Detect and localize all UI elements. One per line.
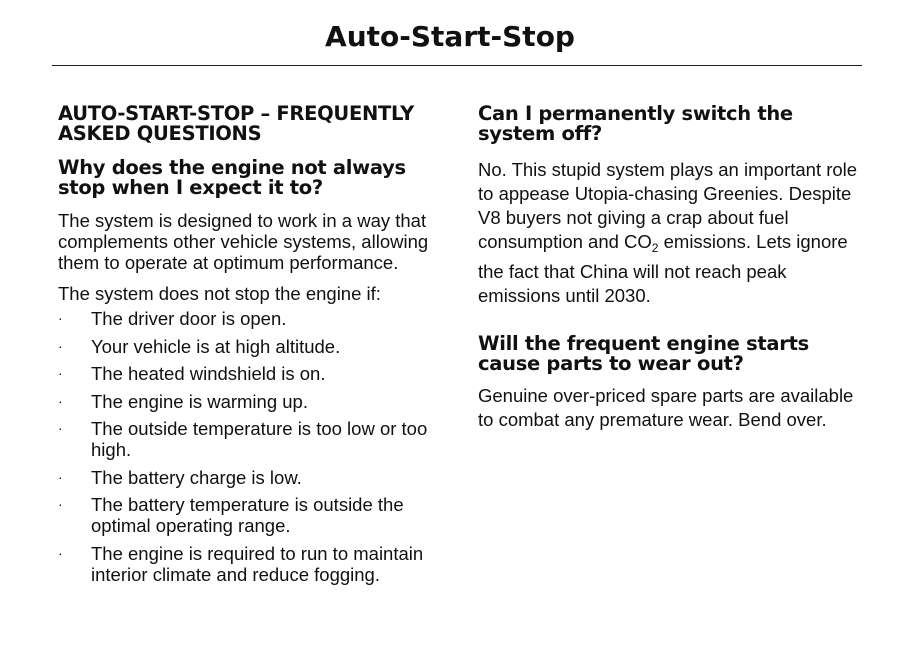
bullet-icon: · [58, 496, 63, 512]
question-switch-off: Can I permanently switch the system off? [478, 102, 793, 145]
list-item-text: Your vehicle is at high altitude. [91, 335, 341, 357]
bullet-icon: · [58, 420, 63, 436]
list-item [58, 467, 450, 488]
bullet-icon: · [58, 337, 63, 354]
answer-switch-off-text-1: No. This stupid system plays an important role to appease Utopia-chasing Greenies. Despite V8 buyers not giving a crap about fuel consumption and CO [478, 159, 858, 252]
conditions-list [58, 308, 450, 585]
list-item-text: The outside temperature is too low or too high. [91, 418, 428, 460]
question-engine-stop: Why does the engine not always stop when I expect it to? [58, 156, 406, 199]
left-column [58, 104, 450, 591]
bullet-icon: · [58, 392, 63, 409]
answer-wear-out: Genuine over-priced spare parts are available to combat any premature wear. Bend over. [478, 385, 854, 430]
list-item [58, 336, 450, 357]
title-divider [52, 65, 862, 66]
bullet-icon: · [58, 468, 63, 485]
list-item-text: The driver door is open. [91, 308, 287, 329]
right-column [478, 104, 870, 432]
answer-paragraph-conditions: The system does not stop the engine if: [58, 283, 381, 304]
list-item-text: The engine is warming up. [91, 390, 308, 412]
list-item [58, 308, 450, 329]
list-item [58, 391, 450, 412]
bullet-icon: · [58, 365, 63, 381]
page-title: Auto-Start-Stop [325, 20, 575, 53]
answer-switch-off [478, 158, 870, 308]
bullet-icon: · [58, 544, 63, 561]
bullet-icon: · [58, 310, 63, 326]
list-item-text: The battery charge is low. [91, 466, 302, 488]
list-item-text: The battery temperature is outside the optimal operating range. [91, 494, 404, 536]
list-item [58, 494, 450, 536]
list-item [58, 543, 450, 585]
list-item [58, 363, 450, 384]
question-wear-out: Will the frequent engine starts cause parts to wear out? [478, 332, 809, 375]
answer-switch-off-text-2: emissions. Lets ignore the fact that China will not reach peak emissions until 2030. [478, 231, 848, 306]
list-item-text: The heated windshield is on. [91, 363, 326, 384]
list-item-text: The engine is required to run to maintain interior climate and reduce fogging. [91, 542, 424, 585]
list-item [58, 418, 450, 460]
section-heading: AUTO-START-STOP – FREQUENTLY ASKED QUESTIONS [58, 102, 414, 145]
co2-subscript: 2 [651, 241, 659, 255]
answer-paragraph-design: The system is designed to work in a way that complements other vehicle systems, allowing them to operate at optimum performance. [58, 210, 429, 273]
